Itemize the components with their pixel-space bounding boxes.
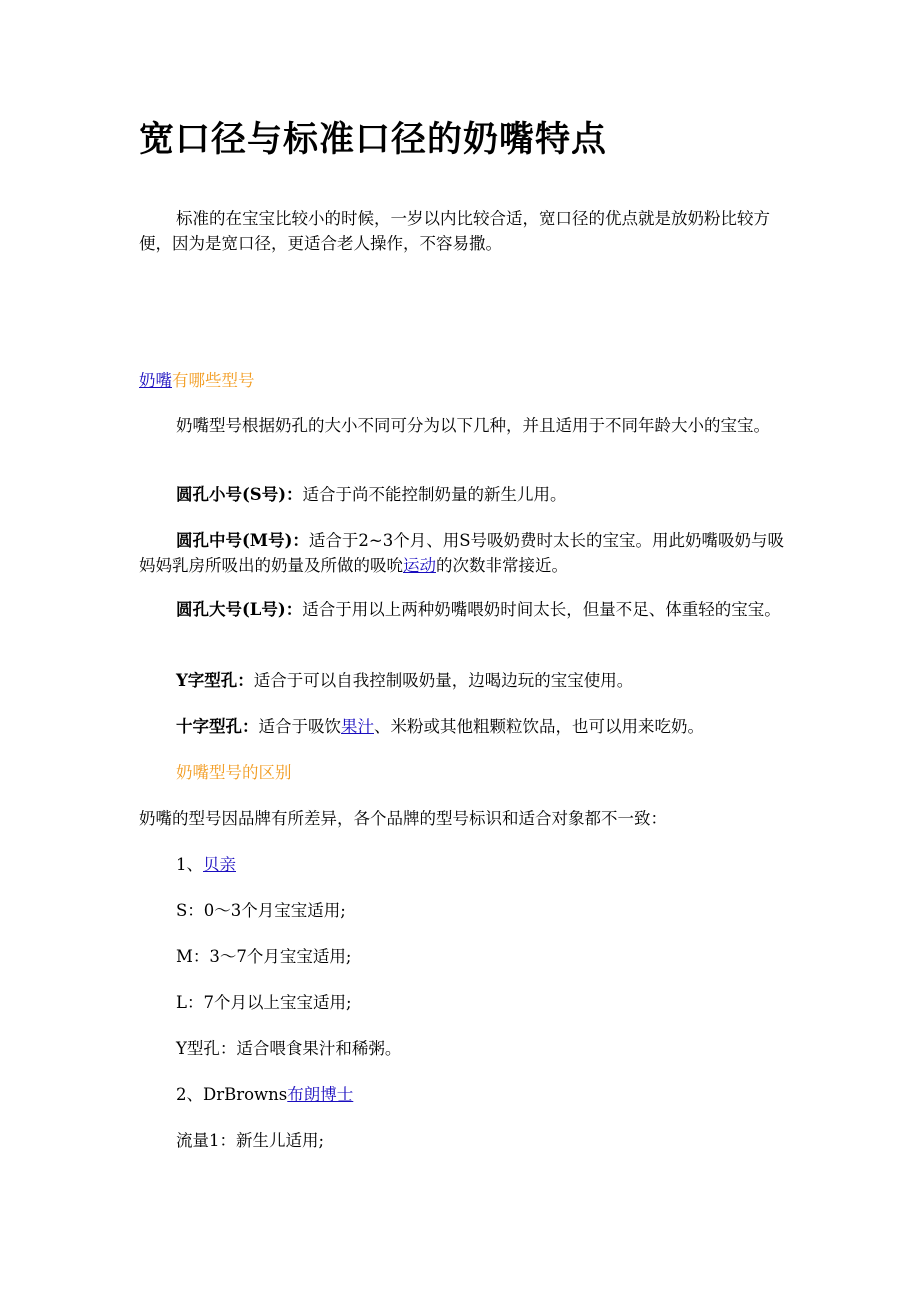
brand1-l-line: L：7个月以上宝宝适用; — [176, 993, 352, 1012]
section-heading-types: 奶嘴有哪些型号 — [139, 371, 255, 390]
nipple-link[interactable]: 奶嘴 — [139, 371, 172, 390]
y-hole-paragraph: Y字型孔：适合于可以自我控制吸奶量，边喝边玩的宝宝使用。 — [176, 671, 634, 690]
juice-link[interactable]: 果汁 — [341, 717, 374, 736]
brand1-heading: 1、贝亲 — [176, 855, 236, 874]
section-heading-differences: 奶嘴型号的区别 — [176, 763, 292, 782]
brand1-m-line: M：3～7个月宝宝适用; — [176, 947, 352, 966]
brand2-heading: 2、DrBrowns布朗博士 — [176, 1085, 354, 1104]
exercise-link[interactable]: 运动 — [403, 556, 436, 575]
cross-hole-paragraph: 十字型孔：适合于吸饮果汁、米粉或其他粗颗粒饮品，也可以用来吃奶。 — [176, 717, 704, 736]
brand1-y-line: Y型孔：适合喂食果汁和稀粥。 — [176, 1039, 402, 1058]
size-l-paragraph: 圆孔大号(L号)：适合于用以上两种奶嘴喂奶时间太长，但量不足、体重轻的宝宝。 — [176, 600, 781, 619]
brand2-flow1-line: 流量1：新生儿适用; — [176, 1131, 325, 1150]
brands-paragraph: 奶嘴的型号因品牌有所差异，各个品牌的型号标识和适合对象都不一致： — [139, 809, 667, 828]
types-paragraph: 奶嘴型号根据奶孔的大小不同可分为以下几种，并且适用于不同年龄大小的宝宝。 — [176, 416, 770, 435]
drbrowns-link[interactable]: 布朗博士 — [287, 1085, 354, 1104]
page-title: 宽口径与标准口径的奶嘴特点 — [139, 119, 608, 160]
size-s-paragraph: 圆孔小号(S号)：适合于尚不能控制奶量的新生儿用。 — [176, 485, 567, 504]
size-m-paragraph: 圆孔中号(M号)：适合于2~3个月、用S号吸奶费时太长的宝宝。用此奶嘴吸奶与吸妈妈乳房所吸出的奶量及所做的吸吮运动的次数非常接近。 — [139, 531, 785, 575]
intro-paragraph: 标准的在宝宝比较小的时候，一岁以内比较合适，宽口径的优点就是放奶粉比较方便，因为是宽口径，更适合老人操作，不容易撒。 — [139, 209, 770, 253]
pigeon-link[interactable]: 贝亲 — [203, 855, 236, 874]
brand1-s-line: S：0～3个月宝宝适用; — [176, 901, 346, 920]
